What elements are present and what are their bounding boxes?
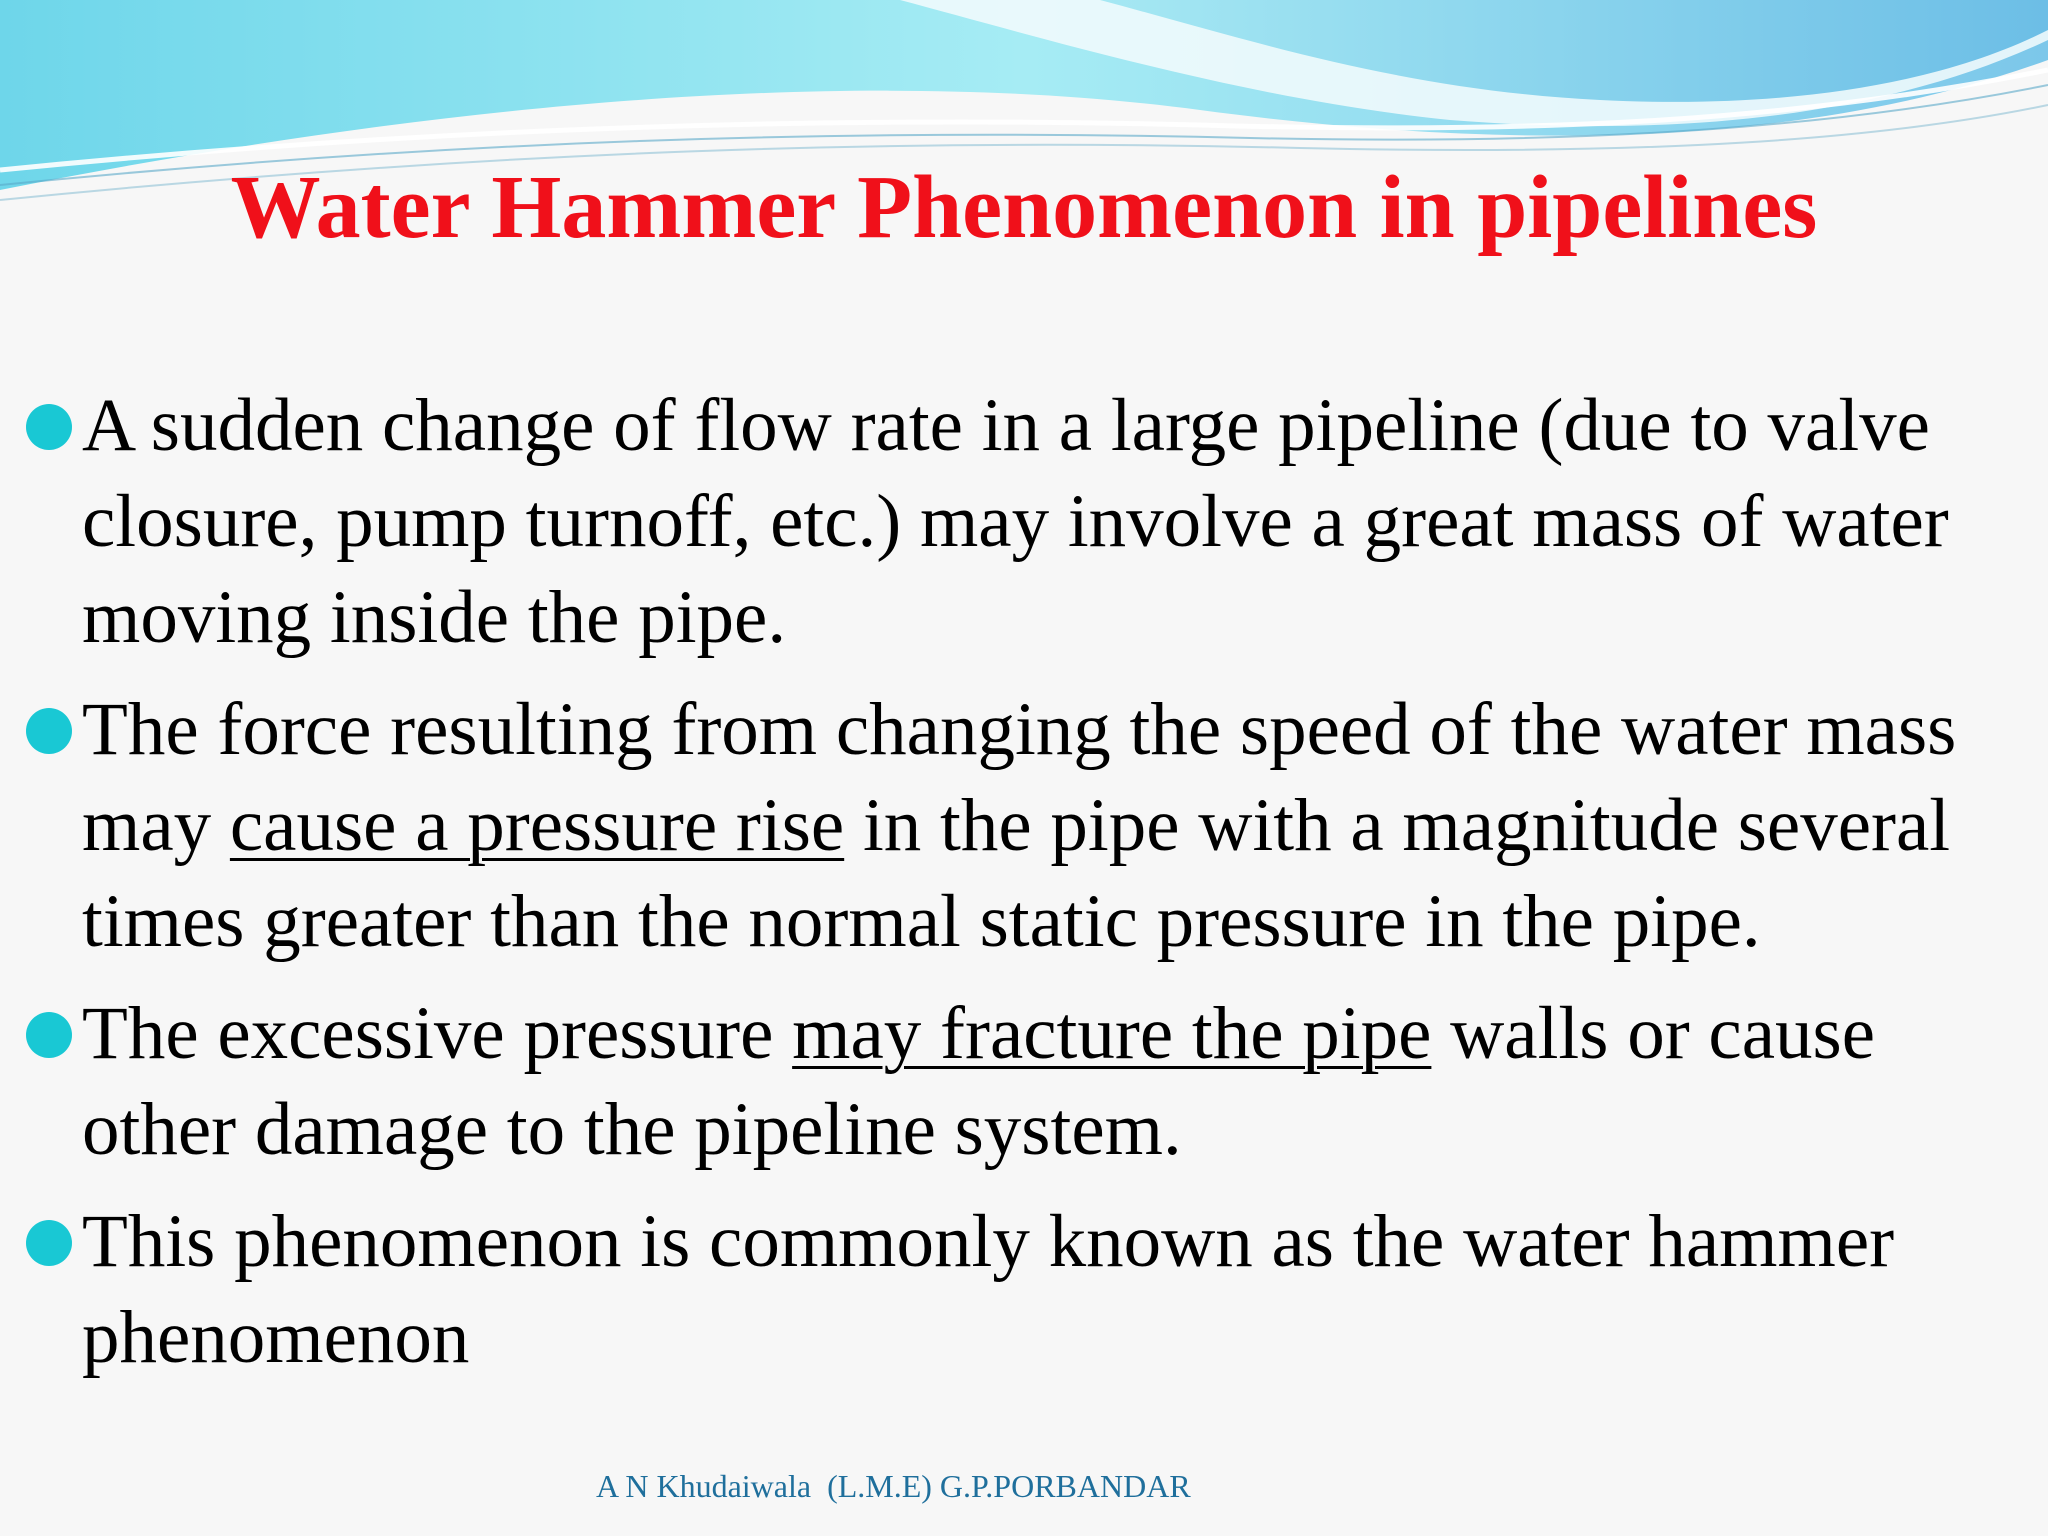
bullet-item [26, 682, 2026, 970]
bullet-dot-icon [26, 708, 72, 754]
bullet-item [26, 986, 2026, 1178]
bullet-dot-icon [26, 404, 72, 450]
bullet-text: The force resulting from changing the speed of the water mass may [82, 688, 1957, 867]
underlined-phrase: cause a pressure rise [229, 784, 845, 867]
bullet-dot-icon [26, 1012, 72, 1058]
bullet-item [26, 1194, 2026, 1386]
slide-footer: A N Khudaiwala (L.M.E) G.P.PORBANDAR [596, 1468, 1191, 1504]
bullet-text: This phenomenon is commonly known as the water hammer phenomenon [82, 1200, 1895, 1379]
bullet-item [26, 378, 2026, 666]
bullet-text: The excessive pressure [82, 992, 793, 1075]
bullet-text: in the pipe with a magnitude several times greater than the normal static pressure in the pipe. [82, 784, 1951, 963]
bullet-text: walls or cause other damage to the pipeline system. [82, 992, 1875, 1171]
underlined-phrase: may fracture the pipe [792, 992, 1432, 1075]
slide-title: Water Hammer Phenomenon in pipelines [230, 158, 1818, 257]
bullet-text: A sudden change of flow rate in a large pipeline (due to valve closure, pump turnoff, etc.) may involve a great mass of water moving inside the pipe. [82, 384, 1949, 659]
bullet-dot-icon [26, 1220, 72, 1266]
bullet-list [26, 378, 2026, 1402]
